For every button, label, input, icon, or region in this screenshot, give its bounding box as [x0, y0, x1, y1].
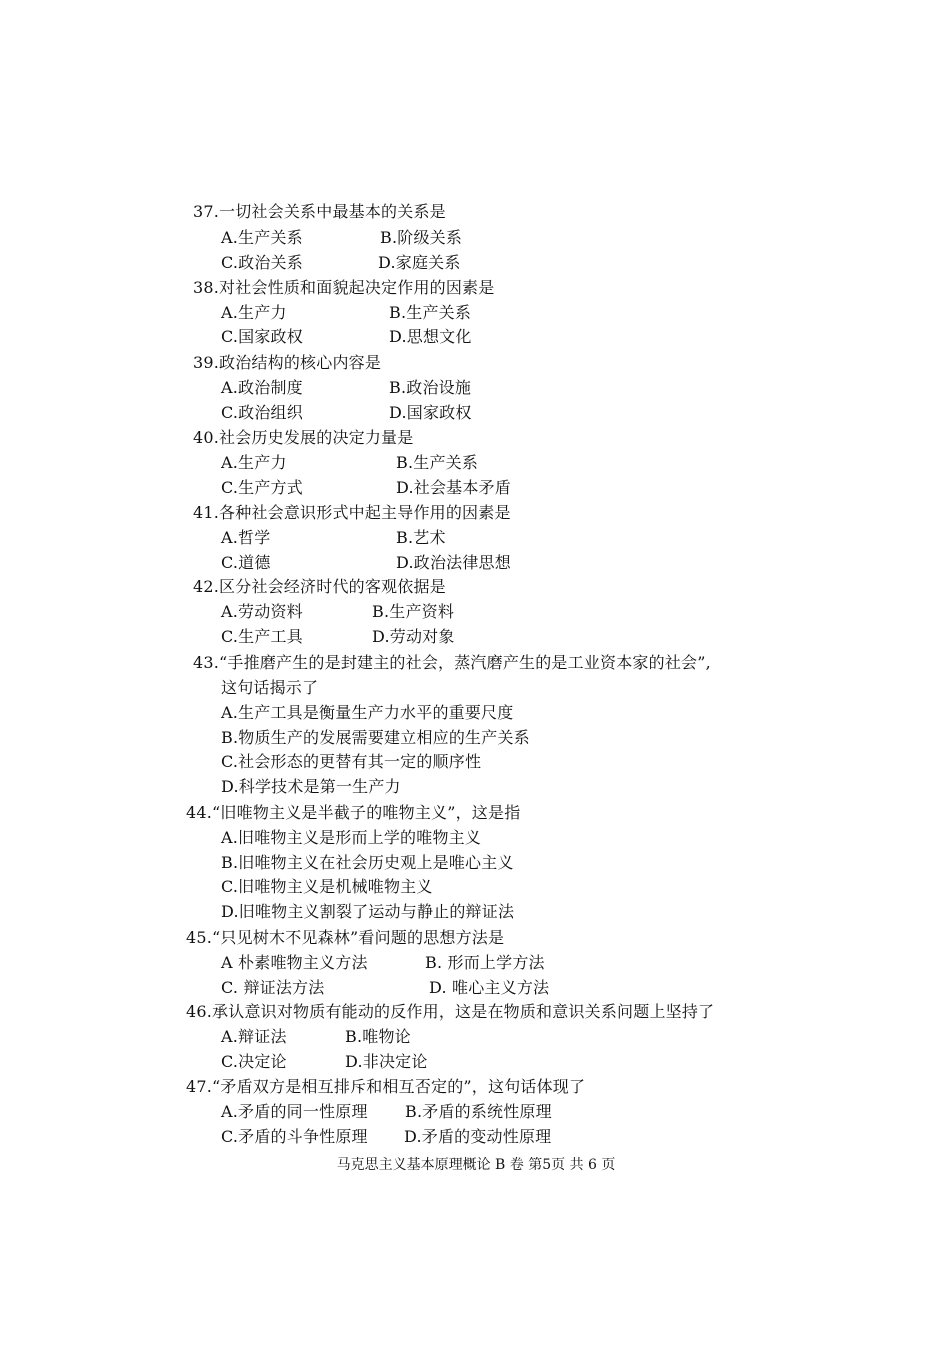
question-38-option-d: D.思想文化	[389, 327, 472, 346]
question-46-stem: 46.承认意识对物质有能动的反作用，这是在物质和意识关系问题上坚持了	[186, 1002, 715, 1021]
question-44-option-b: B.旧唯物主义在社会历史观上是唯心主义	[221, 853, 514, 872]
question-39-option-d: D.国家政权	[389, 403, 472, 422]
question-39-option-a: A.政治制度	[221, 378, 303, 397]
question-46-option-a: A.辩证法	[221, 1027, 287, 1046]
question-42-option-a: A.劳动资料	[221, 602, 303, 621]
question-38-stem: 38.对社会性质和面貌起决定作用的因素是	[193, 278, 495, 297]
question-43-option-a: A.生产工具是衡量生产力水平的重要尺度	[221, 703, 514, 722]
question-46-option-c: C.决定论	[221, 1052, 287, 1071]
question-41-option-a: A.哲学	[221, 528, 271, 547]
question-45-option-d: D. 唯心主义方法	[429, 978, 550, 997]
question-39-option-c: C.政治组织	[221, 403, 303, 422]
question-38-option-a: A.生产力	[221, 303, 287, 322]
question-46-option-d: D.非决定论	[345, 1052, 428, 1071]
question-41-stem: 41.各种社会意识形式中起主导作用的因素是	[193, 503, 511, 522]
question-44-stem: 44.“旧唯物主义是半截子的唯物主义”，这是指	[186, 803, 521, 822]
question-38-option-c: C.国家政权	[221, 327, 303, 346]
question-38-option-b: B.生产关系	[389, 303, 472, 322]
question-41-option-c: C.道德	[221, 553, 271, 572]
question-40-option-a: A.生产力	[221, 453, 287, 472]
question-47-option-c: C.矛盾的斗争性原理	[221, 1127, 368, 1146]
question-40-option-b: B.生产关系	[396, 453, 479, 472]
question-45-option-c: C. 辩证法方法	[221, 978, 325, 997]
question-43-stem-continued: 这句话揭示了	[221, 678, 319, 697]
question-44-option-c: C.旧唯物主义是机械唯物主义	[221, 877, 433, 896]
question-42-stem: 42.区分社会经济时代的客观依据是	[193, 577, 446, 596]
question-37-option-d: D.家庭关系	[378, 253, 461, 272]
question-43-stem: 43.“手推磨产生的是封建主的社会，蒸汽磨产生的是工业资本家的社会”,	[193, 653, 711, 672]
question-37-option-c: C.政治关系	[221, 253, 303, 272]
question-45-stem: 45.“只见树木不见森林”看问题的思想方法是	[186, 928, 505, 947]
question-40-stem: 40.社会历史发展的决定力量是	[193, 428, 414, 447]
question-42-option-d: D.劳动对象	[372, 627, 455, 646]
question-41-option-d: D.政治法律思想	[396, 553, 511, 572]
question-43-option-b: B.物质生产的发展需要建立相应的生产关系	[221, 728, 530, 747]
question-44-option-d: D.旧唯物主义割裂了运动与静止的辩证法	[221, 902, 515, 921]
question-42-option-c: C.生产工具	[221, 627, 303, 646]
question-47-option-d: D.矛盾的变动性原理	[404, 1127, 552, 1146]
question-47-option-a: A.矛盾的同一性原理	[221, 1102, 368, 1121]
question-40-option-d: D.社会基本矛盾	[396, 478, 511, 497]
question-37-stem: 37.一切社会关系中最基本的关系是	[193, 202, 446, 221]
question-45-option-b: B. 形而上学方法	[425, 953, 545, 972]
question-37-option-b: B.阶级关系	[380, 228, 463, 247]
question-47-stem: 47.“矛盾双方是相互排斥和相互否定的”，这句话体现了	[186, 1077, 586, 1096]
question-42-option-b: B.生产资料	[372, 602, 455, 621]
question-37-option-a: A.生产关系	[221, 228, 303, 247]
question-43-option-c: C.社会形态的更替有其一定的顺序性	[221, 752, 482, 771]
question-40-option-c: C.生产方式	[221, 478, 303, 497]
question-43-option-d: D.科学技术是第一生产力	[221, 777, 401, 796]
question-44-option-a: A.旧唯物主义是形而上学的唯物主义	[221, 828, 482, 847]
question-39-option-b: B.政治设施	[389, 378, 472, 397]
question-41-option-b: B.艺术	[396, 528, 446, 547]
question-47-option-b: B.矛盾的系统性原理	[405, 1102, 552, 1121]
question-39-stem: 39.政治结构的核心内容是	[193, 353, 382, 372]
page-footer: 马克思主义基本原理概论 B 卷 第5页 共 6 页	[336, 1157, 616, 1173]
question-45-option-a: A 朴素唯物主义方法	[221, 953, 368, 972]
question-46-option-b: B.唯物论	[345, 1027, 411, 1046]
